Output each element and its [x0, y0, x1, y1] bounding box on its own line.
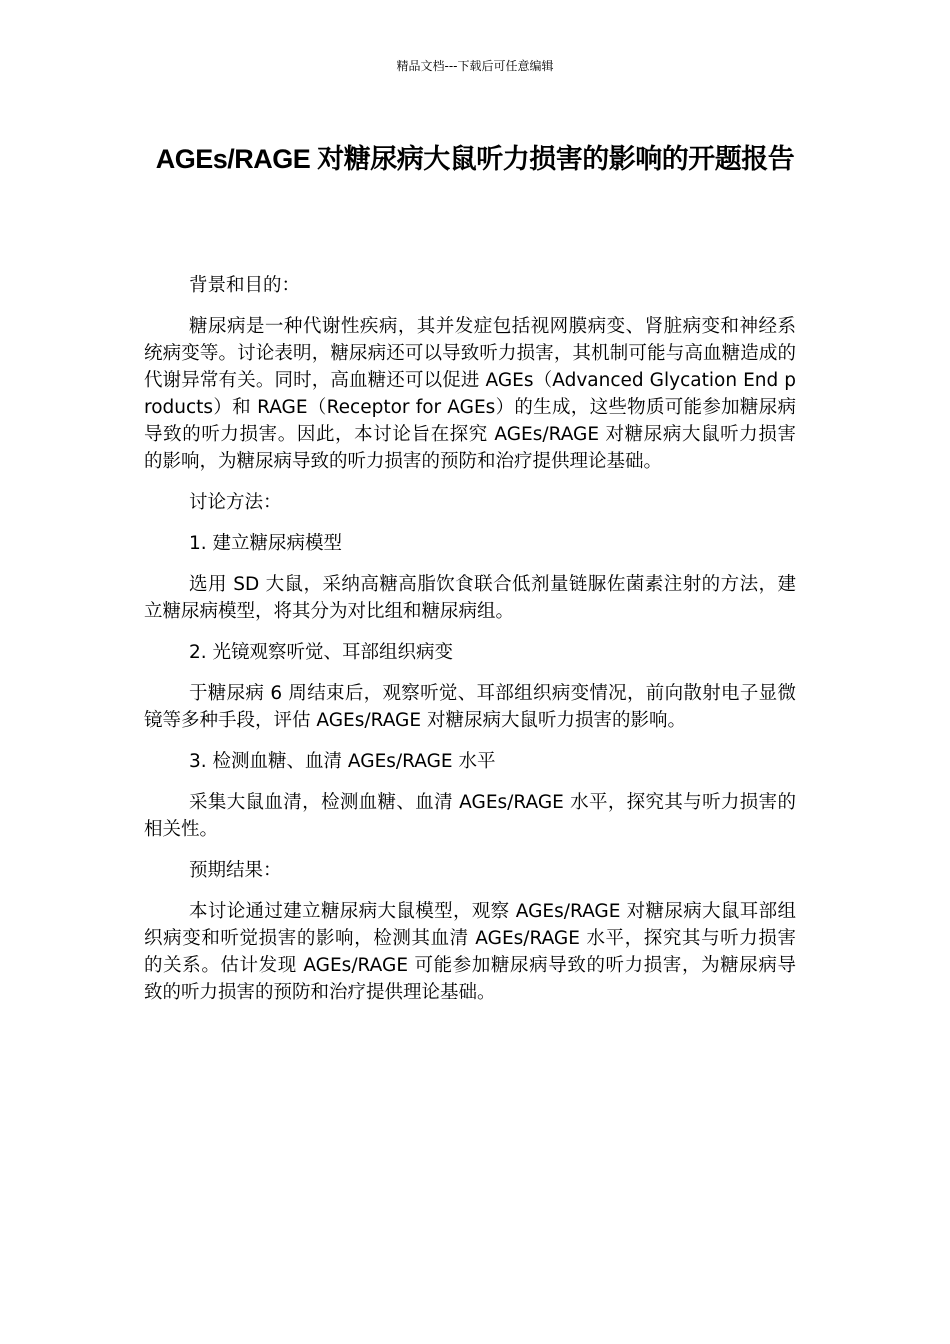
method-heading: 讨论方法： — [189, 492, 282, 513]
page-header: 精品文档---下载后可任意编辑 — [396, 59, 554, 73]
step3-paragraph: 采集大鼠血清，检测血糖、血清 AGEs/RAGE 水平，探究其与听力损害的相关性。 — [144, 792, 796, 840]
background-paragraph: 糖尿病是一种代谢性疾病，其并发症包括视网膜病变、肾脏病变和神经系统病变等。讨论表明，糖尿病还可以导致听力损害，其机制可能与高血糖造成的代谢异常有关。同时，高血糖还可以促进 AGEs（Advanced Glycation End products）和 RAGE（Receptor for AGEs）的生成，这些物质可能参加糖尿病导致的听力损害。因此，本讨论旨在探究 AGEs/RAGE 对糖尿病大鼠听力损害的影响，为糖尿病导致的听力损害的预防和治疗提供理论基础。 — [144, 316, 796, 472]
document-body — [144, 272, 796, 1020]
result-heading: 预期结果： — [189, 860, 282, 881]
background-heading: 背景和目的： — [189, 275, 301, 296]
document-title: AGEs/RAGE 对糖尿病大鼠听力损害的影响的开题报告 — [155, 144, 795, 174]
step2-heading: 2. 光镜观察听觉、耳部组织病变 — [189, 642, 454, 663]
result-paragraph: 本讨论通过建立糖尿病大鼠模型，观察 AGEs/RAGE 对糖尿病大鼠耳部组织病变和听觉损害的影响，检测其血清 AGEs/RAGE 水平，探究其与听力损害的关系。估计发现 AGEs/RAGE 可能参加糖尿病导致的听力损害，为糖尿病导致的听力损害的预防和治疗提供理论基础。 — [144, 901, 796, 1003]
step2-paragraph: 于糖尿病 6 周结束后，观察听觉、耳部组织病变情况，前向散射电子显微镜等多种手段，评估 AGEs/RAGE 对糖尿病大鼠听力损害的影响。 — [144, 683, 796, 731]
step1-paragraph: 选用 SD 大鼠，采纳高糖高脂饮食联合低剂量链脲佐菌素注射的方法，建立糖尿病模型，将其分为对比组和糖尿病组。 — [144, 574, 796, 622]
step1-heading: 1. 建立糖尿病模型 — [189, 533, 343, 554]
step3-heading: 3. 检测血糖、血清 AGEs/RAGE 水平 — [189, 751, 496, 772]
